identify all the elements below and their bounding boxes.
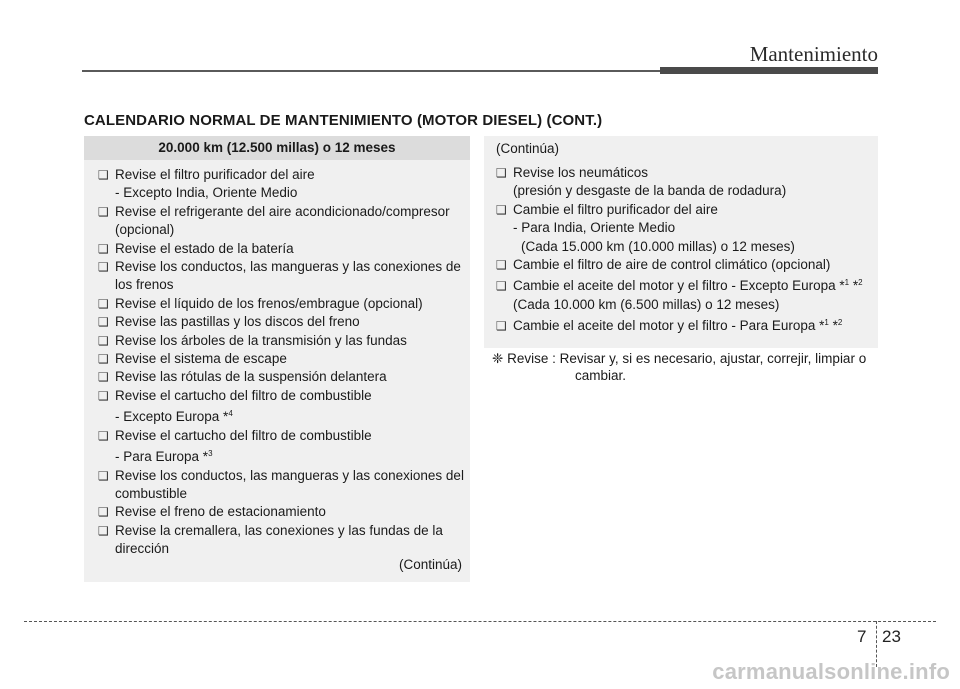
checkbox-icon: ❑ [98, 428, 109, 443]
checkbox-icon: ❑ [98, 505, 109, 520]
checkbox-icon: ❑ [496, 319, 507, 334]
right-column [484, 136, 878, 348]
list-item: ❑ Revise los conductos, las mangueras y las conexiones del combustible [98, 467, 464, 501]
watermark: carmanualsonline.info [712, 659, 950, 684]
header-rule [82, 70, 662, 72]
list-item: ❑ Cambie el aceite del motor y el filtro - Excepto Europa *$^1$ *$^2$ (Cada 10.000 km (6.500 millas) o 12 meses) [496, 278, 863, 312]
checkbox-icon: ❑ [98, 370, 109, 385]
list-item: ❑ Revise las pastillas y los discos del freno [98, 313, 470, 331]
revise-note: ❈ Revise : Revisar y, si es necesario, ajustar, correjir, limpiar o cambiar. [492, 351, 867, 383]
checkbox-icon: ❑ [98, 523, 109, 538]
checkbox-icon: ❑ [496, 258, 507, 273]
checkbox-icon: ❑ [496, 279, 507, 294]
list-item: ❑ Revise el cartucho del filtro de combustible - Excepto Europa *$^4$ [98, 387, 372, 425]
list-item: ❑ Revise el cartucho del filtro de combustible - Para Europa *$^3$ [98, 427, 372, 465]
list-item: ❑ Cambie el filtro purificador del aire - Para India, Oriente Medio (Cada 15.000 km (10.000 millas) o 12 meses) [496, 201, 795, 254]
list-item: ❑ Revise el refrigerante del aire acondicionado/compresor (opcional) [98, 203, 450, 238]
continue-label: (Continúa) [398, 557, 462, 572]
checkbox-icon: ❑ [98, 315, 109, 330]
checkbox-icon: ❑ [98, 241, 109, 256]
list-item: ❑ Revise los árboles de la transmisión y las fundas [98, 332, 470, 350]
list-item: ❑ Revise los neumáticos (presión y desgaste de la banda de rodadura) [496, 165, 787, 199]
checkbox-icon: ❑ [98, 168, 109, 182]
left-checklist [84, 160, 470, 559]
list-item: ❑ Cambie el filtro de aire de control climático (opcional) [496, 256, 878, 274]
chapter-number: 7 [857, 627, 867, 646]
checkbox-icon: ❑ [98, 388, 109, 403]
page-number: 23 [882, 627, 901, 646]
list-item: ❑ Revise el líquido de los frenos/embrague (opcional) [98, 295, 470, 313]
list-item: ❑ Revise el freno de estacionamiento [98, 503, 470, 521]
checkbox-icon: ❑ [98, 468, 109, 483]
right-checklist [484, 164, 878, 336]
page-title: CALENDARIO NORMAL DE MANTENIMIENTO (MOTOR DIESEL) (CONT.) [84, 112, 603, 129]
header-rule-accent [660, 67, 878, 74]
left-column [84, 136, 470, 582]
checkbox-icon: ❑ [496, 202, 507, 217]
checkbox-icon: ❑ [98, 296, 109, 311]
checkbox-icon: ❑ [98, 333, 109, 348]
list-item: ❑ Revise la cremallera, las conexiones y las fundas de la dirección [98, 522, 443, 557]
list-item: ❑ Revise el filtro purificador del aire - Excepto India, Oriente Medio [98, 167, 315, 201]
checkbox-icon: ❑ [98, 204, 109, 219]
continued-label: (Continúa) [496, 141, 560, 156]
interval-header: 20.000 km (12.500 millas) o 12 meses [84, 136, 470, 160]
list-item: ❑ Revise el sistema de escape [98, 350, 470, 368]
section-header: Mantenimiento [749, 42, 878, 66]
list-item: ❑ Revise los conductos, las mangueras y las conexiones de los frenos [98, 259, 461, 293]
list-item: ❑ Revise el estado de la batería [98, 240, 470, 258]
note-symbol-icon: ❈ [492, 351, 504, 366]
checkbox-icon: ❑ [98, 352, 109, 367]
footer-rule [24, 621, 936, 622]
checkbox-icon: ❑ [496, 166, 507, 180]
list-item: ❑ Revise las rótulas de la suspensión delantera [98, 368, 470, 386]
list-item: ❑ Cambie el aceite del motor y el filtro - Para Europa *$^1$ *$^2$ [496, 314, 878, 335]
checkbox-icon: ❑ [98, 260, 109, 275]
